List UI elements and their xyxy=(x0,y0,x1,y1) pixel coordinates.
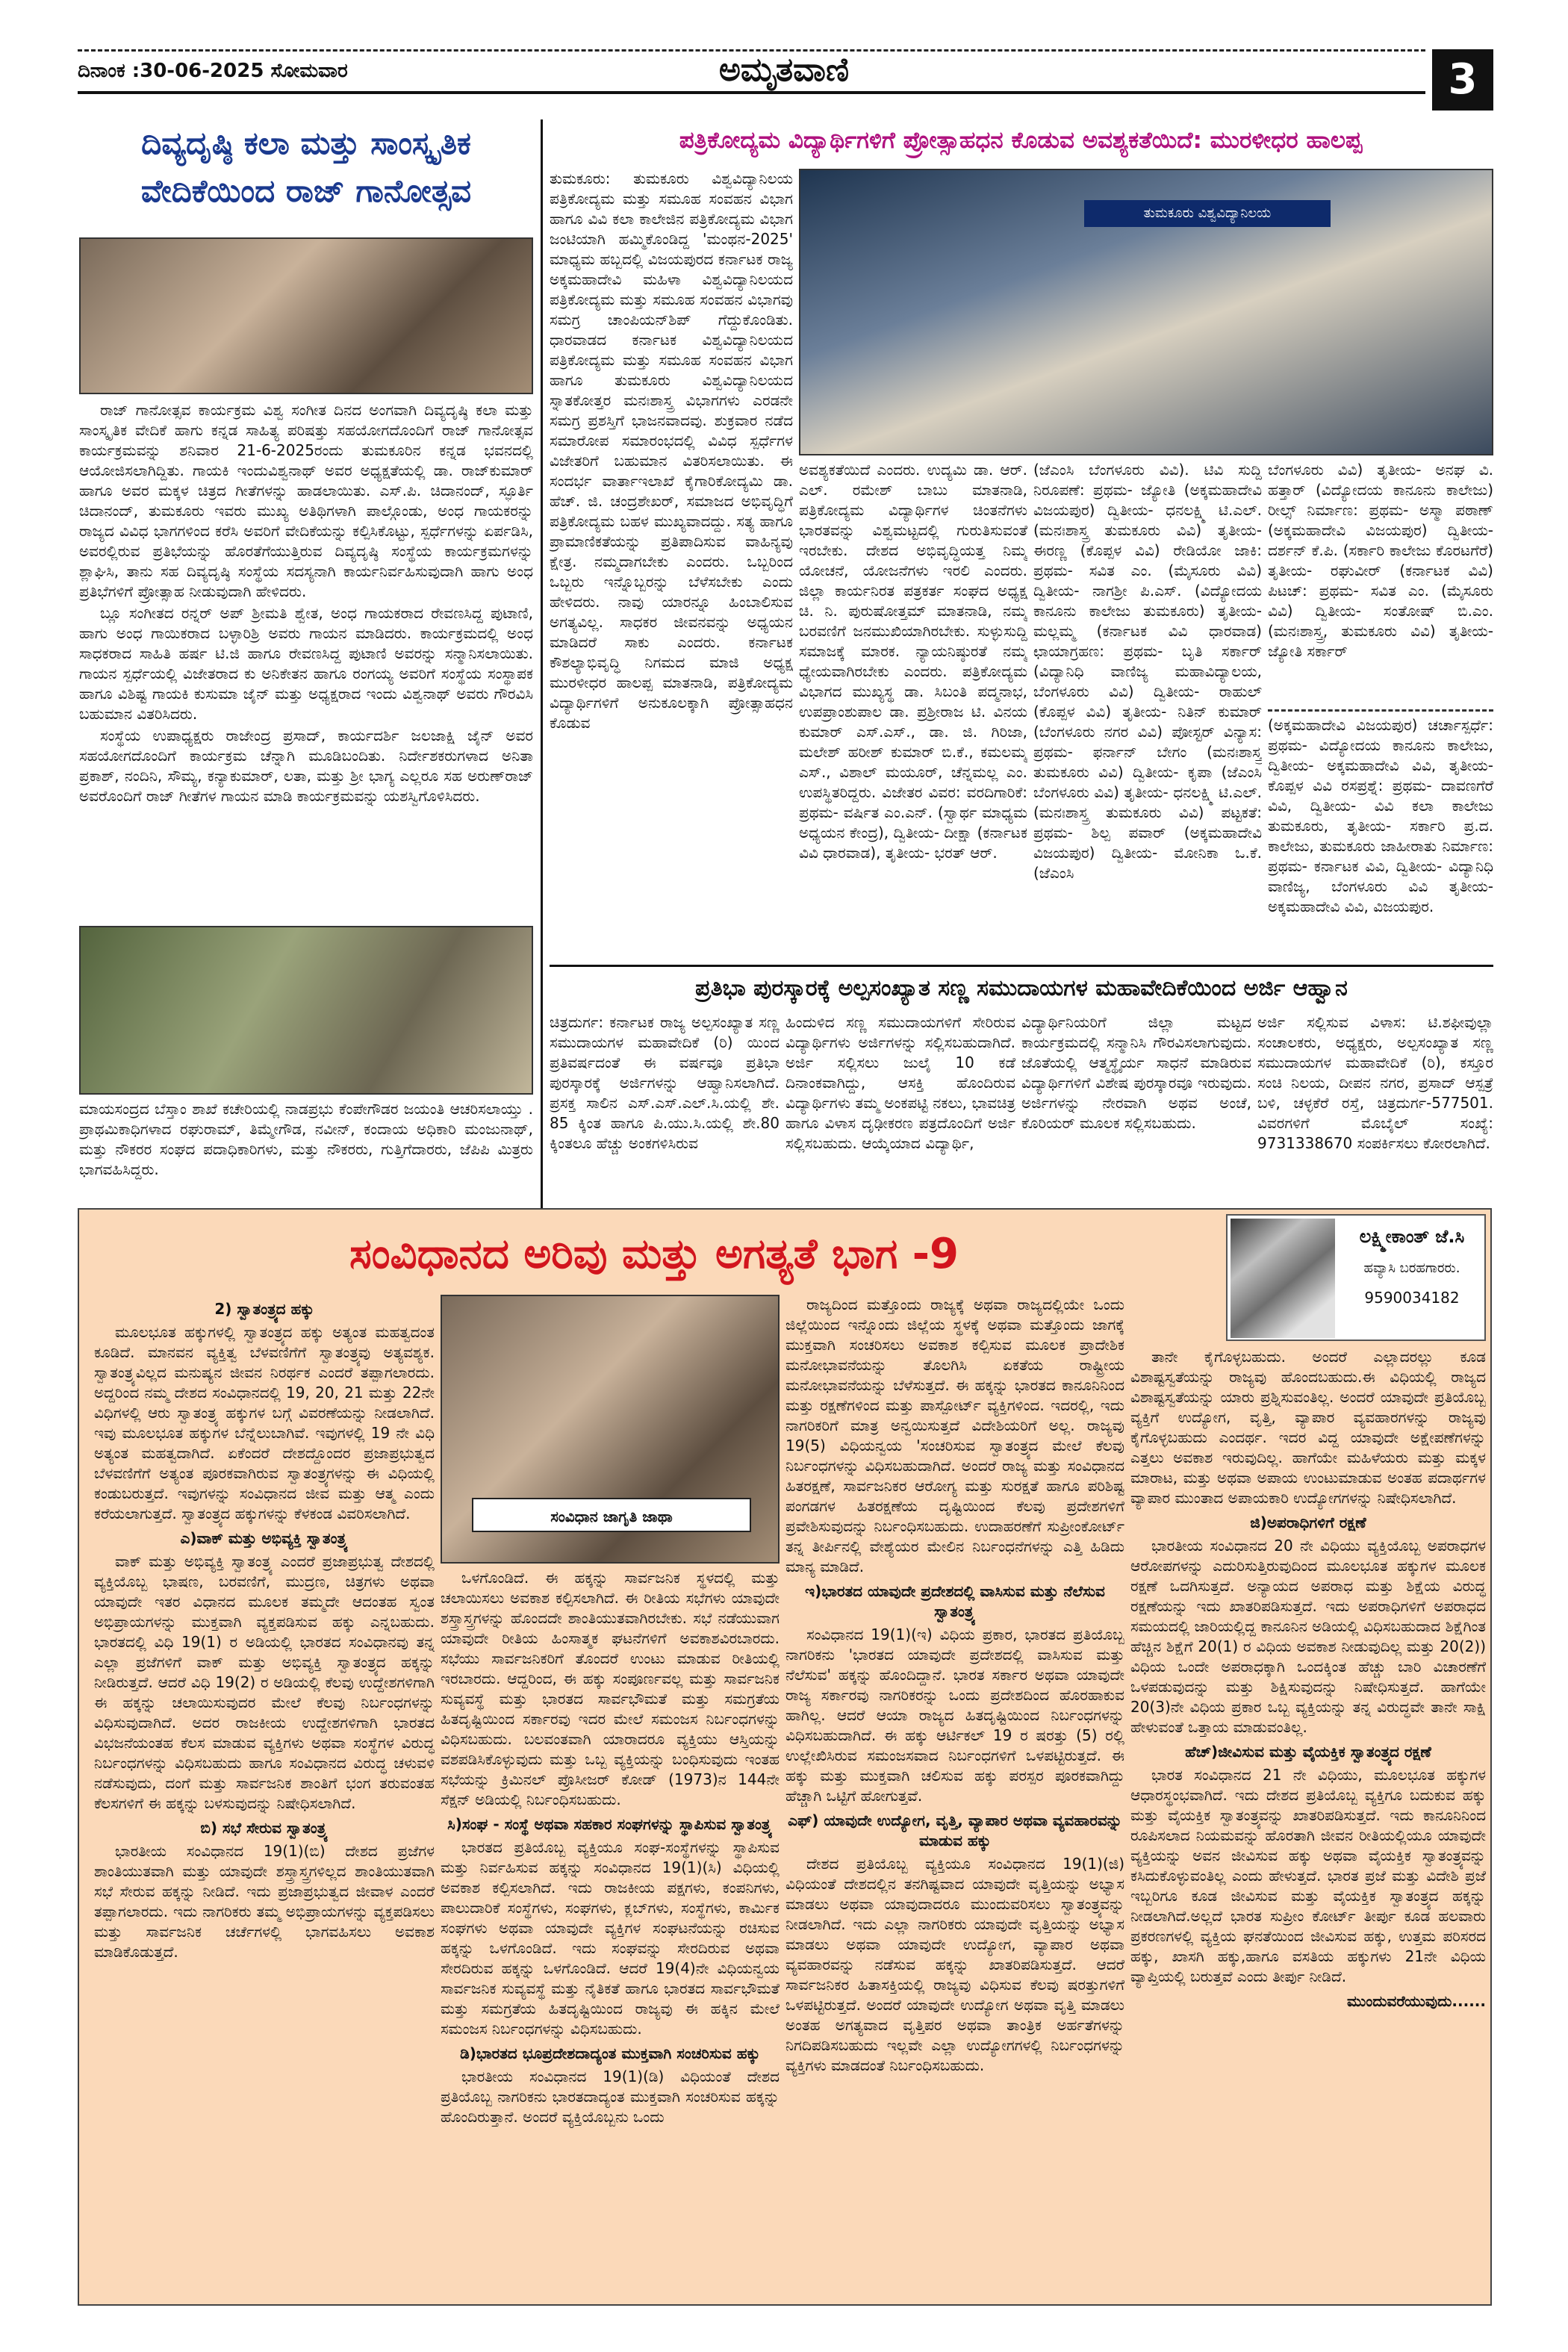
feature-col2-para-2: ಭಾರತದ ಪ್ರತಿಯೊಬ್ಬ ವ್ಯಕ್ತಿಯೂ ಸಂಘ-ಸಂಸ್ಥೆಗಳನ್ನು ಸ್ಥಾಪಿಸುವ ಮತ್ತು ನಿರ್ವಹಿಸುವ ಹಕ್ಕನ್ನು ಸಂವಿಧಾನದ 19(1)(ಸಿ) ವಿಧಿಯಲ್ಲಿ ಅವಕಾಶ ಕಲ್ಪಿಸಲಾಗಿದೆ. ಇದು ರಾಜಕೀಯ ಪಕ್ಷಗಳು, ಕಂಪನಿಗಳು, ಪಾಲುದಾರಿಕೆ ಸಂಸ್ಥೆಗಳು, ಸಂಘಗಳು, ಕ್ಲಬ್‌ಗಳು, ಸಂಸ್ಥೆಗಳು, ಕಾರ್ಮಿಕ ಸಂಘಗಳು ಅಥವಾ ಯಾವುದೇ ವ್ಯಕ್ತಿಗಳ ಸಂಘಟನೆಯನ್ನು ರಚಿಸುವ ಹಕ್ಕನ್ನು ಒಳಗೊಂಡಿದೆ. ಇದು ಸಂಘವನ್ನು ಸೇರದಿರುವ ಅಥವಾ ಸೇರದಿರುವ ಹಕ್ಕನ್ನು ಒಳಗೊಂಡಿದೆ. ಆದರೆ 19(4)ನೇ ವಿಧಿಯನ್ವಯ ಸಾರ್ವಜನಿಕ ಸುವ್ಯವಸ್ಥೆ ಮತ್ತು ನೈತಿಕತೆ ಹಾಗೂ ಭಾರತದ ಸಾರ್ವಭೌಮತೆ ಮತ್ತು ಸಮಗ್ರತೆಯ ಹಿತದೃಷ್ಟಿಯಿಂದ ರಾಜ್ಯವು ಈ ಹಕ್ಕಿನ ಮೇಲೆ ಸಮಂಜಸ ನಿರ್ಬಂಧಗಳನ್ನು ವಿಧಿಸಬಹುದು. xyxy=(441,1838,780,2038)
mid-headline: ಪ್ರತಿಭಾ ಪುರಸ್ಕಾರಕ್ಕೆ ಅಲ್ಪಸಂಖ್ಯಾತ ಸಣ್ಣ ಸಮುದಾಯಗಳ ಮಹಾವೇದಿಕೆಯಿಂದ ಅರ್ಜಿ ಆಹ್ವಾನ xyxy=(695,975,1348,1001)
journalism-award-photo xyxy=(799,169,1493,455)
feature-col-1 xyxy=(94,1295,435,2300)
paper-name: ಅಮೃತವಾಣಿ xyxy=(718,51,850,89)
subhead-association: ಸಿ)ಸಂಘ - ಸಂಸ್ಥೆ ಅಥವಾ ಸಹಕಾರ ಸಂಘಗಳನ್ನು ಸ್ಥಾಪಿಸುವ ಸ್ವಾತಂತ್ರ್ಯ xyxy=(447,1815,773,1833)
top-article-col-1: ತುಮಕೂರು: ತುಮಕೂರು ವಿಶ್ವವಿದ್ಯಾನಿಲಯ ಪತ್ರಿಕೋದ್ಯಮ ಮತ್ತು ಸಮೂಹ ಸಂವಹನ ವಿಭಾಗ ಹಾಗೂ ವಿವಿ ಕಲಾ ಕಾಲೇಜಿನ ಪತ್ರಿಕೋದ್ಯಮ ವಿಭಾಗ ಜಂಟಿಯಾಗಿ ಹಮ್ಮಿಕೊಂಡಿದ್ದ 'ಮಂಥನ-2025' ಮಾಧ್ಯಮ ಹಬ್ಬದಲ್ಲಿ ವಿಜಯಪುರದ ಕರ್ನಾಟಕ ರಾಜ್ಯ ಅಕ್ಕಮಹಾದೇವಿ ಮಹಿಳಾ ವಿಶ್ವವಿದ್ಯಾನಿಲಯದ ಪತ್ರಿಕೋದ್ಯಮ ಮತ್ತು ಸಮೂಹ ಸಂವಹನ ವಿಭಾಗವು ಸಮಗ್ರ ಚಾಂಪಿಯನ್‌ಶಿಪ್ ಗೆದ್ದುಕೊಂಡಿತು. ಧಾರವಾಡದ ಕರ್ನಾಟಕ ವಿಶ್ವವಿದ್ಯಾನಿಲಯದ ಪತ್ರಿಕೋದ್ಯಮ ಮತ್ತು ಸಮೂಹ ಸಂವಹನ ವಿಭಾಗ ಹಾಗೂ ತುಮಕೂರು ವಿಶ್ವವಿದ್ಯಾನಿಲಯದ ಸ್ನಾತಕೋತ್ತರ ಮನಃಶಾಸ್ತ್ರ ವಿಭಾಗಗಳು ಎರಡನೇ ಸಮಗ್ರ ಪ್ರಶಸ್ತಿಗೆ ಭಾಜನವಾದವು. ಶುಕ್ರವಾರ ನಡೆದ ಸಮಾರೋಪ ಸಮಾರಂಭದಲ್ಲಿ ವಿವಿಧ ಸ್ಪರ್ಧೆಗಳ ವಿಜೇತರಿಗೆ ಬಹುಮಾನ ವಿತರಿಸಲಾಯಿತು. ಈ ಸಂದರ್ಭ ವಾರ್ತಾಇಲಾಖೆ ಕೈಗಾರಿಕೋದ್ಯಮಿ ಡಾ. ಹೆಚ್. ಜಿ. ಚಂದ್ರಶೇಖರ್, ಸಮಾಜದ ಅಭಿವೃದ್ಧಿಗೆ ಪತ್ರಿಕೋದ್ಯಮ ಬಹಳ ಮುಖ್ಯವಾದದ್ದು. ಸತ್ಯ ಹಾಗೂ ಪ್ರಾಮಾಣಿಕತೆಯನ್ನು ಪ್ರತಿಪಾದಿಸುವ ವಾಹಿನ್ಯವು ಕ್ಷೇತ್ರ. ನಮ್ಮದಾಗಬೇಕು ಎಂದರು. ಒಬ್ಬರಿಂದ ಒಬ್ಬರು ಇನ್ನೊಬ್ಬರನ್ನು ಬೆಳೆಸಬೇಕು ಎಂದು ಹೇಳಿದರು. ನಾವು ಯಾರನ್ನೂ ಹಿಂಬಾಲಿಸುವ ಅಗತ್ಯವಿಲ್ಲ. ಸಾಧಕರ ಜೀವನವನ್ನು ಅಧ್ಯಯನ ಮಾಡಿದರೆ ಸಾಕು ಎಂದರು. ಕರ್ನಾಟಕ ಕೌಶಲ್ಯಾಭಿವೃದ್ಧಿ ನಿಗಮದ ಮಾಜಿ ಅಧ್ಯಕ್ಷ ಮುರಳೀಧರ ಹಾಲಪ್ಪ ಮಾತನಾಡಿ, ಪತ್ರಿಕೋದ್ಯಮ ವಿದ್ಯಾರ್ಥಿಗಳಿಗೆ ಅನುಕೂಲಕ್ಕಾಗಿ ಪ್ರೋತ್ಸಾಹಧನ ಕೊಡುವ xyxy=(550,169,793,732)
feature-col2-para-3: ಭಾರತೀಯ ಸಂವಿಧಾನದ 19(1)(ಡಿ) ವಿಧಿಯಂತೆ ದೇಶದ ಪ್ರತಿಯೊಬ್ಬ ನಾಗರಿಕನು ಭಾರತದಾದ್ಯಂತ ಮುಕ್ತವಾಗಿ ಸಂಚರಿಸುವ ಹಕ್ಕನ್ನು ಹೊಂದಿರುತ್ತಾನೆ. ಅಂದರೆ ವ್ಯಕ್ತಿಯೊಬ್ಬನು ಒಂದು xyxy=(441,2068,780,2126)
page-number: 3 xyxy=(1448,55,1478,104)
left-article-para-1: ರಾಜ್ ಗಾನೋತ್ಸವ ಕಾರ್ಯಕ್ರಮ ವಿಶ್ವ ಸಂಗೀತ ದಿನದ ಅಂಗವಾಗಿ ದಿವ್ಯದೃಷ್ಠಿ ಕಲಾ ಮತ್ತು ಸಾಂಸ್ಕೃತಿಕ ವೇದಿಕೆ ಹಾಗು ಕನ್ನಡ ಸಾಹಿತ್ಯ ಪರಿಷತ್ತು ಸಹಯೋಗದೊಂದಿಗೆ ರಾಜ್ ಗಾನೋತ್ಸವ ಕಾರ್ಯಕ್ರಮವನ್ನು ಶನಿವಾರ 21-6-2025ರಂದು ತುಮಕೂರಿನ ಕನ್ನಡ ಭವನದಲ್ಲಿ ಆಯೋಜಿಸಲಾಗಿದ್ದಿತು. ಗಾಯಕಿ ಇಂದುವಿಶ್ವನಾಥ್ ಅವರ ಅಧ್ಯಕ್ಷತೆಯಲ್ಲಿ ಡಾ. ರಾಜ್‌ಕುಮಾರ್ ಹಾಗೂ ಅವರ ಮಕ್ಕಳ ಚಿತ್ರದ ಗೀತೆಗಳನ್ನು ಹಾಡಲಾಯಿತು. ಎಸ್.ಪಿ. ಚಿದಾನಂದ್, ಸ್ಫೂರ್ತಿ ಚಿದಾನಂದ್, ತುಮಕೂರು ಇವರು ಮುಖ್ಯ ಅತಿಥಿಗಳಾಗಿ ಪಾಲ್ಗೊಂಡು, ಅಂಧ ಗಾಯಕರನ್ನು ರಾಜ್ಯದ ವಿವಿಧ ಭಾಗಗಳಿಂದ ಕರೆಸಿ ಅವರಿಗೆ ವೇದಿಕೆಯನ್ನು ಕಲ್ಪಿಸಿಕೊಟ್ಟು, ಸ್ಪರ್ಧೆಗಳನ್ನು ಏರ್ಪಡಿಸಿ, ಅವರಲ್ಲಿರುವ ಪ್ರತಿಭೆಯನ್ನು ಹೊರತೆಗೆಯುತ್ತಿರುವ ದಿವ್ಯದೃಷ್ಠಿ ಸಂಸ್ಥೆಯ ಕಾರ್ಯಕ್ರಮಗಳನ್ನು ಶ್ಲಾಘಿಸಿ, ತಾನು ಸಹ ದಿವ್ಯದೃಷ್ಠಿ ಸಂಸ್ಥೆಯ ಸದಸ್ಯನಾಗಿ ಕಾರ್ಯನಿರ್ವಹಿಸುವುದಾಗಿ ಹಾಗು ಅಂಧ ಪ್ರತಿಭೆಗಳಿಗೆ ಪ್ರೋತ್ಸಾಹ ನೀಡುವುದಾಗಿ ಹೇಳಿದರು. xyxy=(79,401,533,600)
top-col4-divider xyxy=(1268,709,1493,712)
author-photo xyxy=(1231,1219,1335,1338)
kempegowda-jayanthi-photo xyxy=(79,926,533,1095)
header-bottom-rule xyxy=(78,91,1425,94)
rally-banner: ಸಂವಿಧಾನ ಜಾಗೃತಿ ಜಾಥಾ xyxy=(472,1498,751,1532)
feature-col1-para-3: ಭಾರತೀಯ ಸಂವಿಧಾನದ 19(1)(ಬಿ) ದೇಶದ ಪ್ರಜೆಗಳ ಶಾಂತಿಯುತವಾಗಿ ಮತ್ತು ಯಾವುದೇ ಶಸ್ತ್ರಾಸ್ತ್ರಗಳಿಲ್ಲದ ಶಾಂತಿಯುತವಾಗಿ ಸಭೆ ಸೇರುವ ಹಕ್ಕನ್ನು ನೀಡಿದೆ. ಇದು ಪ್ರಜಾಪ್ರಭುತ್ವದ ಜೀವಾಳ ಎಂದರೆ ತಪ್ಪಾಗಲಾರದು. ಇದು ನಾಗರಿಕರು ತಮ್ಮ ಅಭಿಪ್ರಾಯಗಳನ್ನು ವ್ಯಕ್ತಪಡಿಸಲು ಮತ್ತು ಸಾರ್ವಜನಿಕ ಚರ್ಚೆಗಳಲ್ಲಿ ಭಾಗವಹಿಸಲು ಅವಕಾಶ ಮಾಡಿಕೊಡುತ್ತದೆ. xyxy=(94,1842,435,1961)
mid-article-top-rule xyxy=(550,965,1493,967)
top-article-col-2: ಅವಶ್ಯಕತೆಯಿದೆ ಎಂದರು. ಉದ್ಯಮಿ ಡಾ. ಆರ್. ಎಲ್. ರಮೇಶ್ ಬಾಬು ಮಾತನಾಡಿ, ಪತ್ರಿಕೋದ್ಯಮ ವಿದ್ಯಾರ್ಥಿಗಳ ಚಿಂತನೆಗಳು ಭಾರತವನ್ನು ವಿಶ್ವಮಟ್ಟದಲ್ಲಿ ಗುರುತಿಸುವಂತೆ ಇರಬೇಕು. ದೇಶದ ಅಭಿವೃದ್ಧಿಯತ್ತ ನಿಮ್ಮ ಯೋಚನೆ, ಯೋಜನೆಗಳು ಇರಲಿ ಎಂದರು. ಜಿಲ್ಲಾ ಕಾರ್ಯನಿರತ ಪತ್ರಕರ್ತ ಸಂಘದ ಅಧ್ಯಕ್ಷ ಚಿ. ನಿ. ಪುರುಷೋತ್ತಮ್ ಮಾತನಾಡಿ, ನಮ್ಮ ಬರವಣಿಗೆ ಜನಮುಖಿಯಾಗಿರಬೇಕು. ಸುಳ್ಳುಸುದ್ದಿ ಸಮಾಜಕ್ಕೆ ಮಾರಕ. ನ್ಯಾಯನಿಷ್ಠುರತೆ ನಮ್ಮ ಧ್ಯೇಯವಾಗಿರಬೇಕು ಎಂದರು. ಪತ್ರಿಕೋದ್ಯಮ ವಿಭಾಗದ ಮುಖ್ಯಸ್ಥ ಡಾ. ಸಿಬಂತಿ ಪದ್ಮನಾಭ, ಉಪಪ್ರಾಂಶುಪಾಲ ಡಾ. ಪ್ರಶ್ರೀರಾಜ ಟಿ. ವಿನಯ ಕುಮಾರ್ ಎಸ್.ಎಸ್., ಡಾ. ಜಿ. ಗಿರಿಜಾ, ಮಲೇಶ್ ಹರೀಶ್ ಕುಮಾರ್ ಬಿ.ಕೆ., ಕಮಲಮ್ಮ ಎಸ್., ವಿಶಾಲ್ ಮಯೂರ್, ಚೆನ್ನಮಲ್ಲ ಎಂ. ಉಪಸ್ಥಿತರಿದ್ದರು. ವಿಜೇತರ ವಿವರ: ವರದಿಗಾರಿಕೆ: ಪ್ರಥಮ- ವರ್ಷಿತ ಎಂ.ಎನ್. (ಸ್ವಾರ್ಥ ಮಾಧ್ಯಮ ಅಧ್ಯಯನ ಕೇಂದ್ರ), ದ್ವಿತೀಯ- ದೀಕ್ಷಾ (ಕರ್ನಾಟಕ ವಿವಿ ಧಾರವಾಡ), ತೃತೀಯ- ಭರತ್ ಆರ್. xyxy=(799,461,1027,862)
feature-col1-para-1: ಮೂಲಭೂತ ಹಕ್ಕುಗಳಲ್ಲಿ ಸ್ವಾತಂತ್ರ್ಯದ ಹಕ್ಕು ಅತ್ಯಂತ ಮಹತ್ವದಂತ ಕೂಡಿದೆ. ಮಾನವನ ವ್ಯಕ್ತಿತ್ವ ಬೆಳವಣಿಗೆಗೆ ಸ್ವಾತಂತ್ರ್ಯವು ಅತ್ಯವಶ್ಯಕ. ಸ್ವಾತಂತ್ರ್ಯವಿಲ್ಲದ ಮನುಷ್ಯನ ಜೀವನ ನಿರರ್ಥಕ ಎಂದರೆ ತಪ್ಪಾಗಲಾರದು. ಅದ್ದರಿಂದ ನಮ್ಮ ದೇಶದ ಸಂವಿಧಾನದಲ್ಲಿ 19, 20, 21 ಮತ್ತು 22ನೇ ವಿಧಿಗಳಲ್ಲಿ ಆರು ಸ್ವಾತಂತ್ರ್ಯ ಹಕ್ಕುಗಳ ಬಗ್ಗೆ ವಿವರಣೆಯನ್ನು ನೀಡಲಾಗಿದೆ. ಇವು ಮೂಲಭೂತ ಹಕ್ಕುಗಳ ಬೆನ್ನೆಲುಬಾಗಿವೆ. ಇವುಗಳಲ್ಲಿ 19 ನೇ ವಿಧಿ ಅತ್ಯಂತ ಮಹತ್ವದಾಗಿದೆ. ಏಕೆಂದರೆ ದೇಶದ್ದೊಂದರ ಪ್ರಜಾಪ್ರಭುತ್ವದ ಬೆಳವಣಿಗೆಗೆ ಅತ್ಯಂತ ಪೂರಕವಾಗಿರುವ ಸ್ವಾತಂತ್ರ್ಯಗಳನ್ನು ಈ ವಿಧಿಯಲ್ಲಿ ಕಂಡುಬರುತ್ತದೆ. ಇವುಗಳನ್ನು ಸಂವಿಧಾನದ ಜೀವ ಮತ್ತು ಆತ್ಮ ಎಂದು ಕರೆಯಲಾಗುತ್ತದೆ. ಸ್ವಾತಂತ್ರ್ಯದ ಹಕ್ಕುಗಳನ್ನು ಕೆಳಕಂಡ ವಿವರಿಸಲಾಗಿದೆ. xyxy=(94,1323,435,1522)
mid-article-col-3: ವಿದ್ಯಾರ್ಥಿನಿಯರಿಗೆ ಜಿಲ್ಲಾ ಮಟ್ಟದ ಕಾರ್ಯಕ್ರಮದಲ್ಲಿ ಸನ್ಮಾನಿಸಿ ಗೌರವಿಸಲಾಗುವುದು. ಜೊತೆಯಲ್ಲಿ ಆತ್ಮಸ್ಥೈರ್ಯ ಸಾಧನೆ ಮಾಡಿರುವ ವಿದ್ಯಾರ್ಥಿಗಳಿಗೆ ವಿಶೇಷ ಪುರಸ್ಕಾರವೂ ಇರುವುದು. ಅರ್ಜಿಗಳನ್ನು ನೇರವಾಗಿ ಅಥವ ಅಂಚೆ, ಕೊರಿಯರ್ ಮೂಲಕ ಸಲ್ಲಿಸಬಹುದು. xyxy=(1021,1013,1251,1132)
page-header xyxy=(0,0,1568,119)
left-article-para-3: ಸಂಸ್ಥೆಯ ಉಪಾಧ್ಯಕ್ಷರು ರಾಜೇಂದ್ರ ಪ್ರಸಾದ್, ಕಾರ್ಯದರ್ಶಿ ಜಲಜಾಕ್ಷಿ ಜೈನ್ ಅವರ ಸಹಯೋಗದೊಂದಿಗೆ ಕಾರ್ಯಕ್ರಮ ಚೆನ್ನಾಗಿ ಮೂಡಿಬಂದಿತು. ನಿರ್ದೇಶಕರುಗಳಾದ ಅನಿತಾ ಪ್ರಕಾಶ್, ನಂದಿನಿ, ಸೌಮ್ಯ, ಕನ್ಯಾಕುಮಾರ್, ಲತಾ, ಮತ್ತು ಶ್ರೀ ಭಾಗ್ಯ ಎಲ್ಲರೂ ಸಹ ಅರುಣ್‌ರಾಜ್ ಅವರೊಂದಿಗೆ ರಾಜ್ ಗೀತೆಗಳ ಗಾಯನ ಮಾಡಿ ಕಾರ್ಯಕ್ರಮವನ್ನು ಯಶಸ್ವಿಗೊಳಿಸಿದರು. xyxy=(79,727,533,805)
left-article-para-2: ಬ್ಲೂ ಸಂಗೀತದ ರನ್ನರ್ ಅಪ್ ಶ್ರೀಮತಿ ಶ್ವೇತ, ಅಂಧ ಗಾಯಕರಾದ ರೇವಣಸಿದ್ದ ಪುಟಾಣಿ, ಹಾಗು ಅಂಧ ಗಾಯಿಕರಾದ ಬಳ್ಳಾರಿಶ್ರಿ ಅವರು ಗಾಯನ ಮಾಡಿದರು. ಕಾರ್ಯಕ್ರಮದಲ್ಲಿ ಅಂಧ ಸಾಧಕರಾದ ಸಾಹಿತಿ ಹರ್ಷ ಟಿ.ಜಿ ಹಾಗೂ ರೇವಣಸಿದ್ದ ಪುಟಾಣಿ ಅವರನ್ನು ಸನ್ಮಾನಿಸಲಾಯಿತು. ಗಾಯನ ಸ್ಪರ್ಧೆಯಲ್ಲಿ ವಿಜೇತರಾದ ಕು ಅನಿಕೇತನ ಹಾಗೂ ರಂಗಯ್ಯ ಅವರಿಗೆ ಸಂಸ್ಥೆಯ ಸಂಸ್ಥಾಪಕ ಹಾಗೂ ವಿಶಿಷ್ಟ ಗಾಯಕಿ ಕುಸುಮಾ ಜೈನ್ ಮತ್ತು ಅಧ್ಯಕ್ಷರಾದ ಇಂದು ವಿಶ್ವನಾಥ್ ಅವರು ಗೌರವಿಸಿ ಬಹುಮಾನ ವಿತರಿಸಿದರು. xyxy=(79,604,533,723)
left-headline: ದಿವ್ಯದೃಷ್ಠಿ ಕಲಾ ಮತ್ತು ಸಾಂಸ್ಕೃತಿಕ ವೇದಿಕೆಯಿಂದ ರಾಜ್ ಗಾನೋತ್ಸವ xyxy=(140,125,472,209)
author-role: ಹವ್ಯಾಸಿ ಬರಹಗಾರರು. xyxy=(1363,1260,1460,1276)
top-article-col-4: ಬೆಂಗಳೂರು ವಿವಿ) ತೃತೀಯ- ಅನಘ ವಿ. ಹತ್ತಾರ್ (ವಿದ್ಯೋದಯ ಕಾನೂನು ಕಾಲೇಜು) ರೀಲ್ಸ್ ನಿರ್ಮಾಣ: ಪ್ರಥಮ- ಅಸ್ಮಾ ಪಠಾಣ್ (ಅಕ್ಕಮಹಾದೇವಿ ವಿಜಯಪುರ) ದ್ವಿತೀಯ- ದರ್ಶನ್ ಕೆ.ಪಿ. (ಸರ್ಕಾರಿ ಕಾಲೇಜು ಕೊರಟಗೆರೆ) ತೃತೀಯ- ರಘುವೀರ್ (ಕರ್ನಾಟಕ ವಿವಿ) ಪಿಟಚ್‌: ಪ್ರಥಮ- ಸವಿತ ಎಂ. (ಮೈಸೂರು ವಿವಿ) ದ್ವಿತೀಯ- ಸಂತೋಷ್ ಬಿ.ಎಂ. (ಮನಃಶಾಸ್ತ್ರ, ತುಮಕೂರು ವಿವಿ) ತೃತೀಯ- ಜ್ಯೋತಿ ಸರ್ಕಾರ್ xyxy=(1268,461,1493,660)
feature-headline: ಸಂವಿಧಾನದ ಅರಿವು ಮತ್ತು ಅಗತ್ಯತೆ ಭಾಗ -9 xyxy=(349,1230,959,1278)
date-line: ದಿನಾಂಕ :30-06-2025 ಸೋಮವಾರ xyxy=(78,60,348,82)
left-article-body xyxy=(79,400,533,923)
feature-col4-para-3: ಭಾರತ ಸಂವಿಧಾನದ 21 ನೇ ವಿಧಿಯು, ಮೂಲಭೂತ ಹಕ್ಕುಗಳ ಆಧಾರಸ್ಥಂಭವಾಗಿದೆ. ಇದು ದೇಶದ ಪ್ರತಿಯೊಬ್ಬ ವ್ಯಕ್ತಿಗೂ ಬದುಕುವ ಹಕ್ಕು ಮತ್ತು ವೈಯಕ್ತಿಕ ಸ್ವಾತಂತ್ರ್ಯವನ್ನು ಖಾತರಿಪಡಿಸುತ್ತದೆ. ಇದು ಕಾನೂನಿನಿಂದ ರೂಪಿಸಲಾದ ನಿಯಮವನ್ನು ಹೊರತಾಗಿ ಜೀವನ ರೀತಿಯಲ್ಲಿಯೂ ಯಾವುದೇ ವ್ಯಕ್ತಿಯನ್ನು ಅವನ ಜೀವಿಸುವ ಹಕ್ಕು ಅಥವಾ ವೈಯಕ್ತಿಕ ಸ್ವಾತಂತ್ರ್ಯವನ್ನು ಕಸಿದುಕೊಳ್ಳುವಂತಿಲ್ಲ ಎಂದು ಹೇಳುತ್ತದೆ. ಭಾರತ ಪ್ರಜೆ ಮತ್ತು ವಿದೇಶಿ ಪ್ರಜೆ ಇಬ್ಬರಿಗೂ ಕೂಡ ಜೀವಿಸುವ ಮತ್ತು ವೈಯಕ್ತಿಕ ಸ್ವಾತಂತ್ರ್ಯದ ಹಕ್ಕನ್ನು ನೀಡಲಾಗಿದೆ.ಅಲ್ಲದೆ ಭಾರತ ಸುಪ್ರೀಂ ಕೋರ್ಟ್ ತೀರ್ಪು ಕೂಡ ಹಲವಾರು ಪ್ರಕರಣಗಳಲ್ಲಿ ವ್ಯಕ್ತಿಯ ಘನತೆಯಿಂದ ಜೀವಿಸುವ ಹಕ್ಕು, ಉತ್ತಮ ಪರಿಸರದ ಹಕ್ಕು, ಖಾಸಗಿ ಹಕ್ಕು,ಹಾಗೂ ವಸತಿಯ ಹಕ್ಕುಗಳು 21ನೇ ವಿಧಿಯ ವ್ಯಾಪ್ತಿಯಲ್ಲಿ ಬರುತ್ತವೆ ಎಂದು ತೀರ್ಪು ನೀಡಿದೆ. xyxy=(1130,1766,1486,1985)
event-photo-raj-ganotsava xyxy=(79,237,533,394)
subhead-profession: ಎಫ್) ಯಾವುದೇ ಉದ್ಯೋಗ, ವೃತ್ತಿ, ವ್ಯಾಪಾರ ಅಥವಾ ವ್ಯವಹಾರವನ್ನು ಮಾಡುವ ಹಕ್ಕು xyxy=(788,1811,1122,1849)
subhead-accused-protection: ಜಿ)ಅಪರಾಧಿಗಳಿಗೆ ರಕ್ಷಣೆ xyxy=(1250,1513,1366,1531)
feature-col1-para-2: ವಾಕ್ ಮತ್ತು ಅಭಿವ್ಯಕ್ತಿ ಸ್ವಾತಂತ್ರ್ಯ ಎಂದರೆ ಪ್ರಜಾಪ್ರಭುತ್ವ ದೇಶದಲ್ಲಿ ವ್ಯಕ್ತಿಯೊಬ್ಬ ಭಾಷಣ, ಬರವಣಿಗೆ, ಮುದ್ರಣ, ಚಿತ್ರಗಳು ಅಥವಾ ಯಾವುದೇ ಇತರ ವಿಧಾನದ ಮೂಲಕ ತಮ್ಮದೇ ಆದಂತಹ ಸ್ವಂತ ಅಭಿಪ್ರಾಯಗಳನ್ನು ಮುಕ್ತವಾಗಿ ವ್ಯಕ್ತಪಡಿಸುವ ಹಕ್ಕು ಎನ್ನಬಹುದು. ಭಾರತದಲ್ಲಿ ವಿಧಿ 19(1) ರ ಅಡಿಯಲ್ಲಿ ಭಾರತದ ಸಂವಿಧಾನವು ತನ್ನ ಎಲ್ಲಾ ಪ್ರಜೆಗಳಿಗೆ ವಾಕ್ ಮತ್ತು ಅಭಿವ್ಯಕ್ತಿ ಸ್ವಾತಂತ್ರ್ಯದ ಹಕ್ಕನ್ನು ನೀಡಿರುತ್ತದೆ. ಆದರೆ ವಿಧಿ 19(2) ರ ಅಡಿಯಲ್ಲಿ ಕೆಲವು ಉದ್ದೇಶಗಳಿಗಾಗಿ ಈ ಹಕ್ಕನ್ನು ಚಲಾಯಿಸುವುದರ ಮೇಲೆ ಕೆಲವು ನಿರ್ಬಂಧಗಳನ್ನು ವಿಧಿಸುವುದಾಗಿದೆ. ಅದರ ರಾಜಕೀಯ ಉದ್ದೇಶಗಳಿಗಾಗಿ ಭಾರತದ ವಿಭಜನೆಯಂತಹ ಕೆಲಸ ಮಾಡುವ ವ್ಯಕ್ತಿಗಳು ಅಥವಾ ಸಂಸ್ಥೆಗಳ ವಿರುದ್ಧ ನಿರ್ಬಂಧಗಳನ್ನು ವಿಧಿಸಬಹುದು ಹಾಗೂ ಸಂವಿಧಾನದ ವಿರುದ್ಧ ಚಳುವಳಿ ನಡೆಸುವುದು, ದಂಗೆ ಮತ್ತು ಸಾರ್ವಜನಿಕ ಶಾಂತಿಗೆ ಭಂಗ ತರುವಂತಹ ಕೆಲಸಗಳಿಗೆ ಈ ಹಕ್ಕನ್ನು ಬಳಸುವುದನ್ನು ನಿಷೇಧಿಸಲಾಗಿದೆ. xyxy=(94,1552,435,1812)
mid-article-col-1: ಚಿತ್ರದುರ್ಗ: ಕರ್ನಾಟಕ ರಾಜ್ಯ ಅಲ್ಪಸಂಖ್ಯಾತ ಸಣ್ಣ ಸಮುದಾಯಗಳ ಮಹಾವೇದಿಕೆ (ರಿ) ಯಿಂದ ಪ್ರತಿವರ್ಷದಂತೆ ಈ ವರ್ಷವೂ ಪ್ರತಿಭಾ ಪುರಸ್ಕಾರಕ್ಕೆ ಅರ್ಜಿಗಳನ್ನು ಆಹ್ವಾನಿಸಲಾಗಿದೆ. ಪ್ರಸಕ್ತ ಸಾಲಿನ ಎಸ್.ಎಸ್.ಎಲ್.ಸಿ.ಯಲ್ಲಿ ಶೇ. 85 ಕ್ಕಿಂತ ಹಾಗೂ ಪಿ.ಯು.ಸಿ.ಯಲ್ಲಿ ಶೇ.80 ಕ್ಕಿಂತಲೂ ಹೆಚ್ಚು ಅಂಕಗಳಿಸಿರುವ xyxy=(550,1013,780,1152)
subhead-freedom-right: 2) ಸ್ವಾತಂತ್ರ್ಯದ ಹಕ್ಕು xyxy=(214,1300,314,1318)
author-box xyxy=(1226,1214,1486,1341)
author-phone: 9590034182 xyxy=(1364,1289,1460,1307)
feature-col3-para-2: ಸಂವಿಧಾನದ 19(1)(ಇ) ವಿಧಿಯ ಪ್ರಕಾರ, ಭಾರತದ ಪ್ರತಿಯೊಬ್ಬ ನಾಗರಿಕನು 'ಭಾರತದ ಯಾವುದೇ ಪ್ರದೇಶದಲ್ಲಿ ವಾಸಿಸುವ ಮತ್ತು ನೆಲೆಸುವ' ಹಕ್ಕನ್ನು ಹೊಂದಿದ್ದಾನೆ. ಭಾರತ ಸರ್ಕಾರ ಅಥವಾ ಯಾವುದೇ ರಾಜ್ಯ ಸರ್ಕಾರವು ನಾಗರಿಕರನ್ನು ಒಂದು ಪ್ರದೇಶದಿಂದ ಹೊರಹಾಕುವ ಹಾಗಿಲ್ಲ. ಆದರೆ ಆಯಾ ರಾಜ್ಯದ ಹಿತದೃಷ್ಟಿಯಿಂದ ನಿರ್ಬಂಧಗಳನ್ನು ವಿಧಿಸಬಹುದಾಗಿದೆ. ಈ ಹಕ್ಕು ಆರ್ಟಿಕಲ್ 19 ರ ಷರತ್ತು (5) ರಲ್ಲಿ ಉಲ್ಲೇಖಿಸಿರುವ ಸಮಂಜಸವಾದ ನಿರ್ಬಂಧಗಳಿಗೆ ಒಳಪಟ್ಟಿರುತ್ತದೆ. ಈ ಹಕ್ಕು ಮತ್ತು ಮುಕ್ತವಾಗಿ ಚಲಿಸುವ ಹಕ್ಕು ಪರಸ್ಪರ ಪೂರಕವಾಗಿದ್ದು ಹೆಚ್ಚಾಗಿ ಒಟ್ಟಿಗೆ ಹೋಗುತ್ತವೆ. xyxy=(785,1625,1124,1805)
left-column-divider xyxy=(541,119,543,1210)
mid-article-col-4: ಅರ್ಜಿ ಸಲ್ಲಿಸುವ ವಿಳಾಸ: ಟಿ.ಶಫೀವುಲ್ಲಾ ಸಂಚಾಲಕರು, ಅಧ್ಯಕ್ಷರು, ಅಲ್ಪಸಂಖ್ಯಾತ ಸಣ್ಣ ಸಮುದಾಯಗಳ ಮಹಾವೇದಿಕೆ (ರಿ), ಕಸ್ತೂರ ಸಂಚಿ ನಿಲಯ, ದೀಪನ ನಗರ, ಪ್ರಸಾದ್ ಆಸ್ಪತ್ರೆ ಬಳಿ, ಚಳ್ಳಕೆರೆ ರಸ್ತೆ, ಚಿತ್ರದುರ್ಗ-577501. ವಿವರಗಳಿಗೆ ಮೊಬೈಲ್ ಸಂಖ್ಯೆ: 9731338670 ಸಂಪರ್ಕಿಸಲು ಕೋರಲಾಗಿದೆ. xyxy=(1257,1013,1493,1152)
mid-article-col-2: ಹಿಂದುಳಿದ ಸಣ್ಣ ಸಮುದಾಯಗಳಿಗೆ ಸೇರಿರುವ ವಿದ್ಯಾರ್ಥಿಗಳು ಅರ್ಜಿಗಳನ್ನು ಸಲ್ಲಿಸಬಹುದಾಗಿದೆ. ಅರ್ಜಿ ಸಲ್ಲಿಸಲು ಜುಲೈ 10 ಕಡೆ ದಿನಾಂಕವಾಗಿದ್ದು, ಆಸಕ್ತಿ ಹೊಂದಿರುವ ವಿದ್ಯಾರ್ಥಿಗಳು ತಮ್ಮ ಅಂಕಪಟ್ಟಿ ನಕಲು, ಭಾವಚಿತ್ರ ಹಾಗೂ ವಿಳಾಸ ದೃಢೀಕರಣ ಪತ್ರದೊಂದಿಗೆ ಅರ್ಜಿ ಸಲ್ಲಿಸಬಹುದು. ಆಯ್ಕೆಯಾದ ವಿದ್ಯಾರ್ಥಿ, xyxy=(785,1013,1015,1152)
top-article-col-5: (ಅಕ್ಕಮಹಾದೇವಿ ವಿಜಯಪುರ) ಚರ್ಚಾಸ್ಪರ್ಧೆ: ಪ್ರಥಮ- ವಿದ್ಯೋದಯ ಕಾನೂನು ಕಾಲೇಜು, ದ್ವಿತೀಯ- ಅಕ್ಕಮಹಾದೇವಿ ವಿವಿ, ತೃತೀಯ- ಕೊಪ್ಪಳ ವಿವಿ ರಸಪ್ರಶ್ನೆ: ಪ್ರಥಮ- ದಾವಣಗೆರೆ ವಿವಿ, ದ್ವಿತೀಯ- ವಿವಿ ಕಲಾ ಕಾಲೇಜು ತುಮಕೂರು, ತೃತೀಯ- ಸರ್ಕಾರಿ ಪ್ರ.ದ. ಕಾಲೇಜು, ತುಮಕೂರು ಜಾಹೀರಾತು ನಿರ್ಮಾಣ: ಪ್ರಥಮ- ಕರ್ನಾಟಕ ವಿವಿ, ದ್ವಿತೀಯ- ವಿದ್ಯಾನಿಧಿ ವಾಣಿಜ್ಯ, ಬೆಂಗಳೂರು ವಿವಿ ತೃತೀಯ- ಅಕ್ಕಮಹಾದೇವಿ ವಿವಿ, ವಿಜಯಪುರ. xyxy=(1268,716,1493,915)
feature-col3-para-1: ರಾಜ್ಯದಿಂದ ಮತ್ತೊಂದು ರಾಜ್ಯಕ್ಕೆ ಅಥವಾ ರಾಜ್ಯದಲ್ಲಿಯೇ ಒಂದು ಜಿಲ್ಲೆಯಿಂದ ಇನ್ನೊಂದು ಜಿಲ್ಲೆಯ ಸ್ಥಳಕ್ಕೆ ಅಥವಾ ಮತ್ತೊಂದು ಜಾಗಕ್ಕೆ ಮುಕ್ತವಾಗಿ ಸಂಚರಿಸಲು ಅವಕಾಶ ಕಲ್ಪಿಸುವ ಮೂಲಕ ಪ್ರಾದೇಶಿಕ ಮನೋಭಾವನೆಯನ್ನು ತೊಲಗಿಸಿ ಏಕತೆಯ ರಾಷ್ಟ್ರೀಯ ಮನೋಭಾವನೆಯನ್ನು ಬೆಳೆಸುತ್ತದೆ. ಈ ಹಕ್ಕನ್ನು ಭಾರತದ ಕಾನೂನಿನಿಂದ ಮತ್ತು ರಕ್ಷಣೆಗಳಿಂದ ಮತ್ತು ಪಾಸ್ಪೋರ್ಟ್ ವ್ಯಕ್ತಿಗಳಿಂದ. ಇದರಲ್ಲಿ, ಇದು ನಾಗರಿಕರಿಗೆ ಮಾತ್ರ ಅನ್ವಯಿಸುತ್ತದೆ ವಿದೇಶಿಯರಿಗೆ ಅಲ್ಲ. ರಾಜ್ಯವು 19(5) ವಿಧಿಯನ್ವಯ 'ಸಂಚರಿಸುವ ಸ್ವಾತಂತ್ರ್ಯದ ಮೇಲೆ ಕೆಲವು ನಿರ್ಬಂಧಗಳನ್ನು ವಿಧಿಸಬಹುದಾಗಿದೆ. ಅಂದರೆ ರಾಜ್ಯ ಮತ್ತು ಸಂವಿಧಾನದ ಹಿತರಕ್ಷಣೆ, ಸಾರ್ವಜನಿಕರ ಆರೋಗ್ಯ ಮತ್ತು ಸುರಕ್ಷತೆ ಹಾಗೂ ಪರಿಶಿಷ್ಟ ಪಂಗಡಗಳ ಹಿತರಕ್ಷಣೆಯ ದೃಷ್ಟಿಯಿಂದ ಕೆಲವು ಪ್ರದೇಶಗಳಿಗೆ ಪ್ರವೇಶಿಸುವುದನ್ನು ನಿರ್ಬಂಧಿಸಬಹುದು. ಉದಾಹರಣೆಗೆ ಸುಪ್ರೀಂಕೋರ್ಟ್ ತನ್ನ ತೀರ್ಪಿನಲ್ಲಿ ವೇಶ್ಯೆಯರ ಮೇಲಿನ ನಿರ್ಬಂಧನೆಗಳನ್ನು ಎತ್ತಿ ಹಿಡಿದು ಮಾನ್ಯ ಮಾಡಿದೆ. xyxy=(785,1295,1124,1575)
feature-col-4 xyxy=(1130,1347,1486,2300)
kempegowda-photo-caption: ಮಾಯಸಂದ್ರದ ಬೆಸ್ತಾಂ ಶಾಖೆ ಕಚೇರಿಯಲ್ಲಿ ನಾಡಪ್ರಭು ಕೆಂಪೇಗೌಡರ ಜಯಂತಿ ಆಚರಿಸಲಾಯ್ತು . ಪ್ರಾಥಮಿಕಾಧಿಗಳಾದ ರಘುರಾಮ್, ತಿಮ್ಮೇಗೌಡ, ನವೀನ್, ಕಂದಾಯ ಅಧಿಕಾರಿ ಮಂಜುನಾಥ್, ಮತ್ತು ನೌಕರರ ಸಂಘದ ಪದಾಧಿಕಾರಿಗಳು, ಮತ್ತು ನೌಕರರು, ಗುತ್ತಿಗೆದಾರರು, ಜೆಪಿಪಿ ಮಿತ್ರರು ಭಾಗವಹಿಸಿದ್ದರು. xyxy=(79,1100,533,1178)
page-number-box xyxy=(1432,49,1493,111)
feature-col4-para-2: ಭಾರತೀಯ ಸಂವಿಧಾನದ 20 ನೇ ವಿಧಿಯು ವ್ಯಕ್ತಿಯೊಬ್ಬ ಅಪರಾಧಗಳ ಆರೋಪಗಳನ್ನು ಎದುರಿಸುತ್ತಿರುವುದಿಂದ ಮೂಲಭೂತ ಹಕ್ಕುಗಳ ಮೂಲಕ ರಕ್ಷಣೆ ಒದಗಿಸುತ್ತದೆ. ಅನ್ಯಾಯದ ಅಪರಾಧ ಮತ್ತು ಶಿಕ್ಷೆಯ ವಿರುದ್ಧ ರಕ್ಷಣೆಯನ್ನು ಇದು ಖಾತರಿಪಡಿಸುತ್ತದೆ. ಇದು ಅಪರಾಧಿಗಳಿಗೆ ಅಪರಾಧದ ಸಮಯದಲ್ಲಿ ಜಾರಿಯಲ್ಲಿದ್ದ ಕಾನೂನಿನ ಅಡಿಯಲ್ಲಿ ವಿಧಿಸಬಹುದಾದ ಶಿಕ್ಷೆಗಿಂತ ಹೆಚ್ಚಿನ ಶಿಕ್ಷೆಗೆ 20(1) ರ ವಿಧಿಯ ಅವಕಾಶ ನೀಡುವುದಿಲ್ಲ ಮತ್ತು 20(2)) ವಿಧಿಯ ಒಂದೇ ಅಪರಾಧಕ್ಕಾಗಿ ಒಂದಕ್ಕಿಂತ ಹೆಚ್ಚು ಬಾರಿ ವಿಚಾರಣೆಗೆ ಒಳಪಡುವುದನ್ನು ಮತ್ತು ಶಿಕ್ಷಿಸುವುದನ್ನು ನಿಷೇಧಿಸುತ್ತದೆ. ಹಾಗೆಯೇ 20(3)ನೇ ವಿಧಿಯ ಪ್ರಕಾರ ಒಬ್ಬ ವ್ಯಕ್ತಿಯನ್ನು ತನ್ನ ವಿರುದ್ಧವೇ ತಾನೇ ಸಾಕ್ಷಿ ಹೇಳುವಂತೆ ಒತ್ತಾಯ ಮಾಡುವಂತಿಲ್ಲ. xyxy=(1130,1537,1486,1736)
feature-col2-para-1: ಒಳಗೊಂಡಿದೆ. ಈ ಹಕ್ಕನ್ನು ಸಾರ್ವಜನಿಕ ಸ್ಥಳದಲ್ಲಿ ಮತ್ತು ಚಲಾಯಿಸಲು ಅವಕಾಶ ಕಲ್ಪಿಸಲಾಗಿದೆ. ಈ ರೀತಿಯ ಸಭೆಗಳು ಯಾವುದೇ ಶಸ್ತ್ರಾಸ್ತ್ರಗಳನ್ನು ಹೊಂದದೇ ಶಾಂತಿಯುತವಾಗಿರಬೇಕು. ಸಭೆ ನಡೆಯುವಾಗ ಯಾವುದೇ ರೀತಿಯ ಹಿಂಸಾತ್ಮಕ ಘಟನೆಗಳಿಗೆ ಅವಕಾಶವಿರಬಾರದು. ಸಭೆಯು ಸಾರ್ವಜನಿಕರಿಗೆ ತೊಂದರೆ ಉಂಟು ಮಾಡುವ ರೀತಿಯಲ್ಲಿ ಇರಬಾರದು. ಆದ್ದರಿಂದ, ಈ ಹಕ್ಕು ಸಂಪೂರ್ಣವಲ್ಲ ಮತ್ತು ಸಾರ್ವಜನಿಕ ಸುವ್ಯವಸ್ಥೆ ಮತ್ತು ಭಾರತದ ಸಾರ್ವಭೌಮತೆ ಮತ್ತು ಸಮಗ್ರತೆಯ ಹಿತದೃಷ್ಟಿಯಿಂದ ಸರ್ಕಾರವು ಇದರ ಮೇಲೆ ಸಮಂಜಸ ನಿರ್ಬಂಧಗಳನ್ನು ವಿಧಿಸಬಹುದು. ಬಲವಂತವಾಗಿ ಯಾರಾದರೂ ವ್ಯಕ್ತಿಯು ಆಸ್ತಿಯನ್ನು ವಶಪಡಿಸಿಕೊಳ್ಳುವುದು ಮತ್ತು ಒಬ್ಬ ವ್ಯಕ್ತಿಯನ್ನು ಬಂಧಿಸುವುದು ಇಂತಹ ಸಭೆಯನ್ನು ಕ್ರಿಮಿನಲ್ ಪ್ರೊಸೀಜರ್ ಕೋಡ್ (1973)ನ 144ನೇ ಸೆಕ್ಷನ್ ಅಡಿಯಲ್ಲಿ ನಿರ್ಬಂಧಿಸಬಹುದು. xyxy=(441,1569,780,1808)
feature-col3-para-3: ದೇಶದ ಪ್ರತಿಯೊಬ್ಬ ವ್ಯಕ್ತಿಯೂ ಸಂವಿಧಾನದ 19(1)(ಜಿ) ವಿಧಿಯಂತೆ ದೇಶದಲ್ಲಿನ ತನಗಿಷ್ಟವಾದ ಯಾವುದೇ ವೃತ್ತಿಯನ್ನು ಅಭ್ಯಾಸ ಮಾಡಲು ಅಥವಾ ಯಾವುದಾದರೂ ಮುಂದುವರಿಸಲು ಸ್ವಾತಂತ್ರ್ಯವನ್ನು ನೀಡಲಾಗಿದೆ. ಇದು ಎಲ್ಲಾ ನಾಗರಿಕರು ಯಾವುದೇ ವೃತ್ತಿಯನ್ನು ಅಭ್ಯಾಸ ಮಾಡಲು ಅಥವಾ ಯಾವುದೇ ಉದ್ಯೋಗ, ವ್ಯಾಪಾರ ಅಥವಾ ವ್ಯವಹಾರವನ್ನು ನಡೆಸುವ ಹಕ್ಕನ್ನು ಖಾತರಿಪಡಿಸುತ್ತದೆ. ಆದರೆ ಸಾರ್ವಜನಿಕರ ಹಿತಾಸಕ್ತಿಯಲ್ಲಿ ರಾಜ್ಯವು ವಿಧಿಸುವ ಕೆಲವು ಷರತ್ತುಗಳಿಗೆ ಒಳಪಟ್ಟಿರುತ್ತದೆ. ಅಂದರೆ ಯಾವುದೇ ಉದ್ಯೋಗ ಅಥವಾ ವೃತ್ತಿ ಮಾಡಲು ಅಂತಹ ಅಗತ್ಯವಾದ ವೃತ್ತಿಪರ ಅಥವಾ ತಾಂತ್ರಿಕ ಅರ್ಹತೆಗಳನ್ನು ನಿಗದಿಪಡಿಸಬಹುದು ಇಲ್ಲವೇ ಎಲ್ಲಾ ಉದ್ಯೋಗಗಳಲ್ಲಿ ನಿರ್ಬಂಧಗಳನ್ನು ವ್ಯಕ್ತಿಗಳು ಮಾಡದಂತೆ ನಿರ್ಬಂಧಿಸಬಹುದು. xyxy=(785,1855,1124,2074)
author-name: ಲಕ್ಷ್ಮೀಕಾಂತ್ ಜೆ.ಸಿ xyxy=(1359,1226,1465,1247)
university-banner: ತುಮಕೂರು ವಿಶ್ವವಿದ್ಯಾನಿಲಯ xyxy=(1084,200,1331,227)
feature-col-3 xyxy=(785,1295,1124,2300)
top-headline: ಪತ್ರಿಕೋದ್ಯಮ ವಿದ್ಯಾರ್ಥಿಗಳಿಗೆ ಪ್ರೋತ್ಸಾಹಧನ ಕೊಡುವ ಅವಶ್ಯಕತೆಯಿದೆ: ಮುರಳೀಧರ ಹಾಲಪ್ಪ xyxy=(679,127,1363,154)
constitution-feature xyxy=(78,1208,1492,2306)
continued-note: ಮುಂದುವರೆಯುವುದು...... xyxy=(1346,1992,1486,2010)
subhead-speech-expression: ಎ)ವಾಕ್ ಮತ್ತು ಅಭಿವ್ಯಕ್ತಿ ಸ್ವಾತಂತ್ರ್ಯ xyxy=(180,1529,349,1547)
feature-col-2 xyxy=(441,1568,780,2300)
feature-col4-para-1: ತಾನೇ ಕೈಗೊಳ್ಳಬಹುದು. ಅಂದರೆ ಎಲ್ಲಾದರಲ್ಲು ಕೂಡ ವಿಶಾಷ್ಟಸ್ವತೆಯನ್ನು ರಾಜ್ಯವು ಹೊಂದಬಹುದು.ಈ ವಿಧಿಯಲ್ಲಿ ರಾಜ್ಯದ ವಿಶಾಷ್ಟಸ್ವತೆಯನ್ನು ಯಾರು ಪ್ರಶ್ನಿಸುವಂತಿಲ್ಲ. ಅಂದರೆ ಯಾವುದೇ ಪ್ರತಿಯೊಬ್ಬ ವ್ಯಕ್ತಿಗೆ ಉದ್ಯೋಗ, ವೃತ್ತಿ, ವ್ಯಾಪಾರ ವ್ಯವಹಾರಗಳನ್ನು ರಾಜ್ಯವು ಕೈಗೊಳ್ಳಬಹುದು ಎಂದರ್ಥ. ಇದರ ವಿದ್ದ ಯಾವುದೇ ಅಕ್ಷೇಪಣೆಗಳನ್ನು ಎತ್ತಲು ಅವಕಾಶ ಇರುವುದಿಲ್ಲ. ಹಾಗೆಯೇ ಮಹಿಳೆಯರು ಮತ್ತು ಮಕ್ಕಳ ಮಾರಾಟ, ಮತ್ತು ಅಥವಾ ಅಪಾಯ ಉಂಟುಮಾಡುವ ಅಂತಹ ಪದಾರ್ಥಗಳ ವ್ಯಾಪಾರ ಮುಂತಾದ ಅಪಾಯಕಾರಿ ಉದ್ಯೋಗಗಳನ್ನು ನಿಷೇಧಿಸಲಾಗಿದೆ. xyxy=(1130,1348,1486,1507)
subhead-residence: ಇ)ಭಾರತದ ಯಾವುದೇ ಪ್ರದೇಶದಲ್ಲಿ ವಾಸಿಸುವ ಮತ್ತು ನೆಲೆಸುವ ಸ್ವಾತಂತ್ರ್ಯ xyxy=(805,1582,1105,1620)
constitution-rally-photo xyxy=(441,1295,780,1564)
subhead-life-liberty: ಹೆಚ್)ಜೀವಿಸುವ ಮತ್ತು ವೈಯಕ್ತಿಕ ಸ್ವಾತಂತ್ರ್ಯದ ರಕ್ಷಣೆ xyxy=(1185,1743,1431,1761)
subhead-movement: ಡಿ)ಭಾರತದ ಭೂಪ್ರದೇಶದಾದ್ಯಂತ ಮುಕ್ತವಾಗಿ ಸಂಚರಿಸುವ ಹಕ್ಕು xyxy=(460,2044,760,2062)
subhead-assembly: ಬಿ) ಸಭೆ ಸೇರುವ ಸ್ವಾತಂತ್ರ್ಯ xyxy=(200,1819,329,1837)
top-article-col-3: (ಜೆಎಂಸಿ ಬೆಂಗಳೂರು ವಿವಿ). ಟಿವಿ ಸುದ್ದಿ ನಿರೂಪಣೆ: ಪ್ರಥಮ- ಜ್ಯೋತಿ (ಅಕ್ಕಮಹಾದೇವಿ ವಿಜಯಪುರ) ದ್ವಿತೀಯ- ಧನಲಕ್ಷ್ಮಿ ಟಿ.ಎಲ್. (ಮನಃಶಾಸ್ತ್ರ ತುಮಕೂರು ವಿವಿ) ತೃತೀಯ- ಈರಣ್ಣ (ಕೊಪ್ಪಳ ವಿವಿ) ರೇಡಿಯೋ ಜಾಕಿ: ಪ್ರಥಮ- ಸವಿತ ಎಂ. (ಮೈಸೂರು ವಿವಿ) ದ್ವಿತೀಯ- ನಾಗಶ್ರೀ ಪಿ.ಎಸ್. (ವಿದ್ಯೋದಯ ಕಾನೂನು ಕಾಲೇಜು ತುಮಕೂರು) ತೃತೀಯ- ಮಲ್ಲಮ್ಮ (ಕರ್ನಾಟಕ ವಿವಿ ಧಾರವಾಡ) ಛಾಯಾಗ್ರಹಣ: ಪ್ರಥಮ- ಬೃತಿ ಸರ್ಕಾರ್ (ವಿದ್ಯಾನಿಧಿ ವಾಣಿಜ್ಯ ಮಹಾವಿದ್ಯಾಲಯ, ಬೆಂಗಳೂರು ವಿವಿ) ದ್ವಿತೀಯ- ರಾಹುಲ್ (ಕೊಪ್ಪಳ ವಿವಿ) ತೃತೀಯ- ನಿತಿನ್ ಕುಮಾರ್ (ಬೆಂಗಳೂರು ನಗರ ವಿವಿ) ಪೋಸ್ಟರ್ ವಿನ್ಯಾಸ: ಪ್ರಥಮ- ಫರ್ನಾನ್ ಬೇಗಂ (ಮನಃಶಾಸ್ತ್ರ ತುಮಕೂರು ವಿವಿ) ದ್ವಿತೀಯ- ಕೃಪಾ (ಜೆಎಂಸಿ ಬೆಂಗಳೂರು ವಿವಿ) ತೃತೀಯ- ಧನಲಕ್ಷ್ಮಿ ಟಿ.ಎಲ್. (ಮನಃಶಾಸ್ತ್ರ ತುಮಕೂರು ವಿವಿ) ಪಟ್ಟಕತೆ: ಪ್ರಥಮ- ಶಿಲ್ಪ ಪವಾರ್ (ಅಕ್ಕಮಹಾದೇವಿ ವಿಜಯಪುರ) ದ್ವಿತೀಯ- ಮೋನಿಕಾ ಒ.ಕೆ. (ಜೆಎಂಸಿ xyxy=(1033,461,1262,882)
